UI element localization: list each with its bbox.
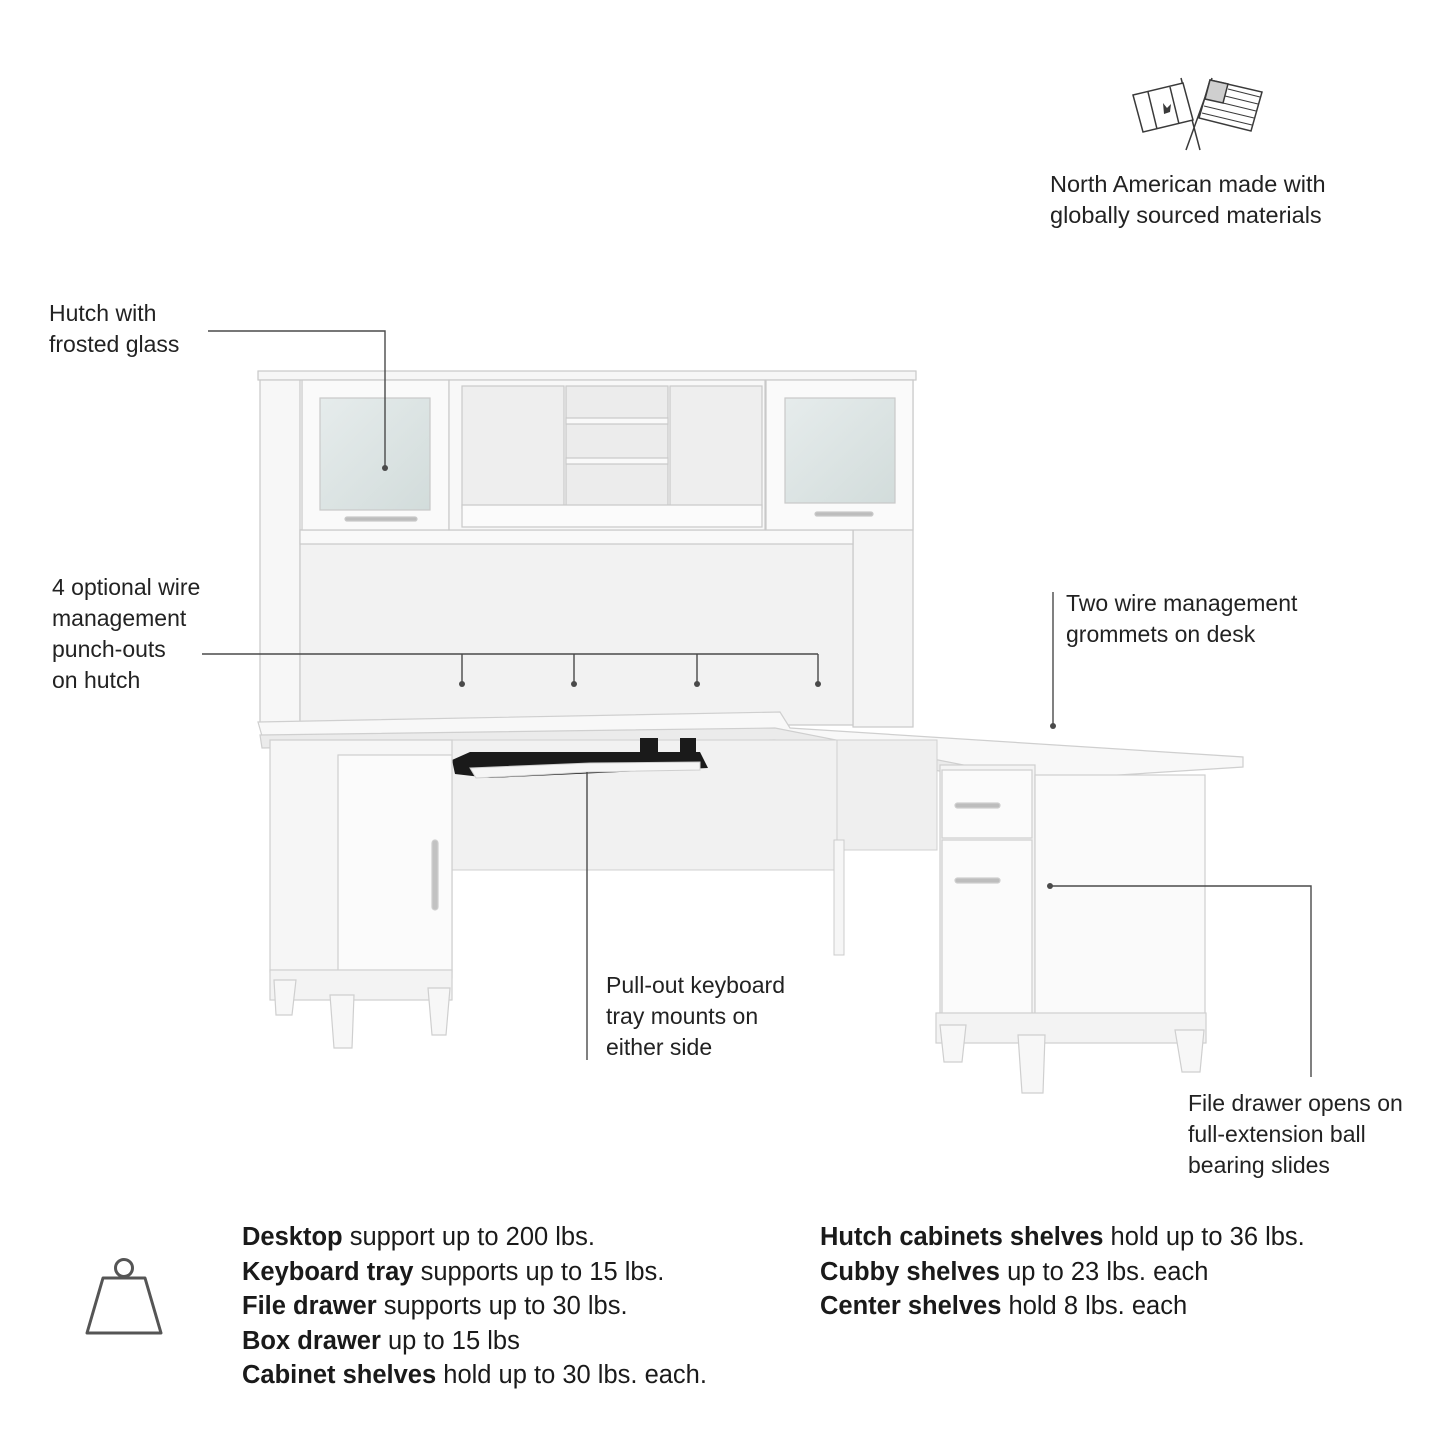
spec-row	[820, 1255, 1305, 1290]
spec-label: Center shelves	[820, 1292, 1002, 1321]
punchouts-callout	[52, 572, 200, 696]
spec-row	[242, 1324, 707, 1359]
callout-line: Two wire management	[1066, 590, 1298, 616]
desk-leg	[834, 840, 844, 955]
spec-row	[242, 1289, 707, 1324]
spec-row	[242, 1255, 707, 1290]
left-pedestal	[270, 740, 452, 1048]
callout-line: grommets on desk	[1066, 621, 1256, 647]
spec-value: supports up to 30 lbs.	[376, 1292, 628, 1321]
spec-label: Cubby shelves	[820, 1257, 1000, 1286]
callout-line: File drawer opens on	[1188, 1090, 1403, 1116]
callout-line: 4 optional wire	[52, 574, 201, 600]
callout-line: bearing slides	[1188, 1152, 1330, 1178]
callout-line: punch-outs	[52, 636, 166, 662]
spec-row	[242, 1358, 707, 1393]
spec-value: support up to 200 lbs.	[342, 1223, 595, 1251]
weight-icon	[87, 1260, 161, 1334]
callout-line: full-extension ball	[1188, 1121, 1366, 1147]
spec-value: supports up to 15 lbs.	[413, 1257, 665, 1286]
weight-specs-left	[242, 1220, 707, 1393]
spec-label: Hutch cabinets shelves	[820, 1223, 1104, 1251]
weight-specs-right	[820, 1220, 1305, 1324]
keyboard-callout	[606, 970, 785, 1063]
right-pedestal	[936, 765, 1206, 1093]
spec-value: hold 8 lbs. each	[1001, 1292, 1188, 1321]
callout-line: Hutch with	[49, 300, 157, 326]
origin-line: North American made with	[1050, 171, 1326, 197]
spec-label: Box drawer	[242, 1326, 381, 1355]
origin-callout	[1050, 169, 1326, 231]
spec-label: Cabinet shelves	[242, 1361, 437, 1390]
file-drawer	[942, 840, 1032, 1015]
spec-value: hold up to 36 lbs.	[1103, 1223, 1305, 1251]
spec-label: Keyboard tray	[242, 1257, 414, 1286]
callout-line: either side	[606, 1034, 713, 1060]
door-handle-right	[815, 512, 873, 516]
callout-line: management	[52, 605, 187, 631]
spec-label: Desktop	[242, 1223, 343, 1251]
door-handle-left	[345, 517, 417, 521]
frosted-glass-right	[785, 398, 895, 503]
callout-line: tray mounts on	[606, 1003, 759, 1029]
spec-label: File drawer	[242, 1292, 377, 1321]
crossed-canada-usa-flags-icon	[1133, 78, 1262, 150]
origin-line: globally sourced materials	[1050, 202, 1322, 228]
spec-row	[820, 1289, 1305, 1324]
spec-row	[242, 1220, 707, 1255]
cabinet-handle	[432, 840, 438, 910]
spec-value: up to 23 lbs. each	[999, 1257, 1209, 1286]
spec-row	[820, 1220, 1305, 1255]
grommets-callout	[1066, 588, 1297, 650]
spec-value: hold up to 30 lbs. each.	[436, 1361, 707, 1390]
callout-line: frosted glass	[49, 331, 180, 357]
callout-line: Pull-out keyboard	[606, 972, 785, 998]
file-drawer-callout	[1188, 1088, 1403, 1181]
hutch-callout	[49, 298, 179, 360]
callout-line: on hutch	[52, 667, 141, 693]
spec-value: up to 15 lbs	[380, 1326, 520, 1355]
frosted-glass-left	[320, 398, 430, 510]
